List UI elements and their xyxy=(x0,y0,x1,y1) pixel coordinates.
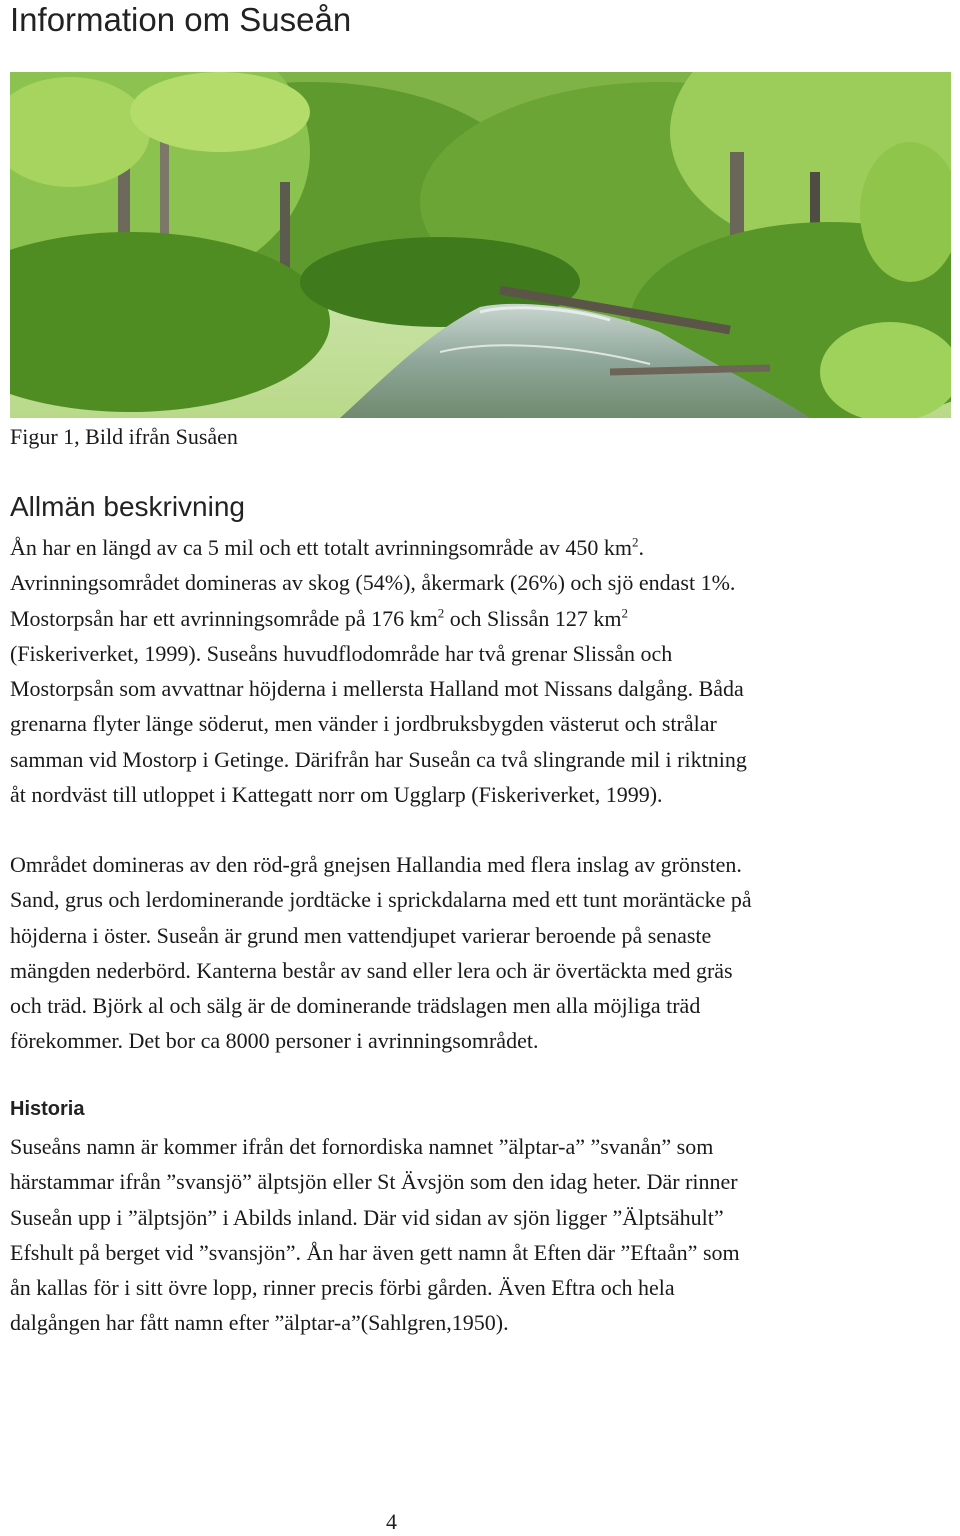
text-line: härstammar ifrån ”svansjö” älptsjön eller St Ävsjön som den idag heter. Där rinner xyxy=(10,1169,738,1195)
text-line: mängden nederbörd. Kanterna består av sand eller lera och är övertäckta med gräs xyxy=(10,957,733,983)
figure-caption: Figur 1, Bild ifrån Susåen xyxy=(10,424,238,449)
text-line: grenarna flyter länge söderut, men vänder i jordbruksbygden västerut och strålar xyxy=(10,711,717,737)
text-line: Suseån upp i ”älptsjön” i Abilds inland. Där vid sidan av sjön ligger ”Älptsähult” xyxy=(10,1204,724,1230)
text-line: Suseåns namn är kommer ifrån det fornordiska namnet ”älptar-a” ”svanån” som xyxy=(10,1134,714,1159)
paragraph-general-1 xyxy=(10,530,955,812)
text-line: förekommer. Det bor ca 8000 personer i avrinningsområdet. xyxy=(10,1028,539,1054)
text-line: Mostorpsån har ett avrinningsområde på 176 $km^2$ och Slissån 127 $km^2$ xyxy=(10,605,628,631)
text-line: Mostorpsån som avvattnar höjderna i mellersta Halland mot Nissans dalgång. Båda xyxy=(10,676,744,702)
text-line: Området domineras av den röd-grå gnejsen Hallandia med flera inslag av grönsten. xyxy=(10,852,742,877)
page-number: 4 xyxy=(386,1509,397,1534)
text-line: Sand, grus och lerdominerande jordtäcke i sprickdalarna med ett tunt moräntäcke på xyxy=(10,887,752,913)
section-heading-history: Historia xyxy=(10,1098,85,1120)
text-line: dalgången har fått namn efter ”älptar-a”(Sahlgren,1950). xyxy=(10,1310,509,1336)
section-heading-general: Allmän beskrivning xyxy=(10,491,245,522)
text-line: Efshult på berget vid ”svansjön”. Ån har även gett namn åt Eften där ”Eftaån” som xyxy=(10,1239,740,1265)
text-line: samman vid Mostorp i Getinge. Därifrån har Suseån ca två slingrande mil i riktning xyxy=(10,746,747,772)
text-line: Ån har en längd av ca 5 mil och ett totalt avrinningsområde av 450 $km^2$. xyxy=(10,534,644,560)
page-title: Information om Suseån xyxy=(10,1,352,38)
text-line: åt nordväst till utloppet i Kattegatt norr om Ugglarp (Fiskeriverket, 1999). xyxy=(10,782,663,808)
text-line: (Fiskeriverket, 1999). Suseåns huvudflodområde har två grenar Slissån och xyxy=(10,640,673,666)
river-photo-illustration xyxy=(10,72,951,418)
river-forest-photo xyxy=(10,72,951,418)
text-line: ån kallas för i sitt övre lopp, rinner precis förbi gården. Även Eftra och hela xyxy=(10,1275,675,1301)
text-line: och träd. Björk al och sälg är de dominerande trädslagen men alla möjliga träd xyxy=(10,993,701,1019)
text-line: Avrinningsområdet domineras av skog (54%), åkermark (26%) och sjö endast 1%. xyxy=(10,570,736,596)
paragraph-history xyxy=(10,1129,955,1341)
text-line: höjderna i öster. Suseån är grund men vattendjupet varierar beroende på senaste xyxy=(10,922,712,948)
paragraph-general-2 xyxy=(10,847,955,1059)
